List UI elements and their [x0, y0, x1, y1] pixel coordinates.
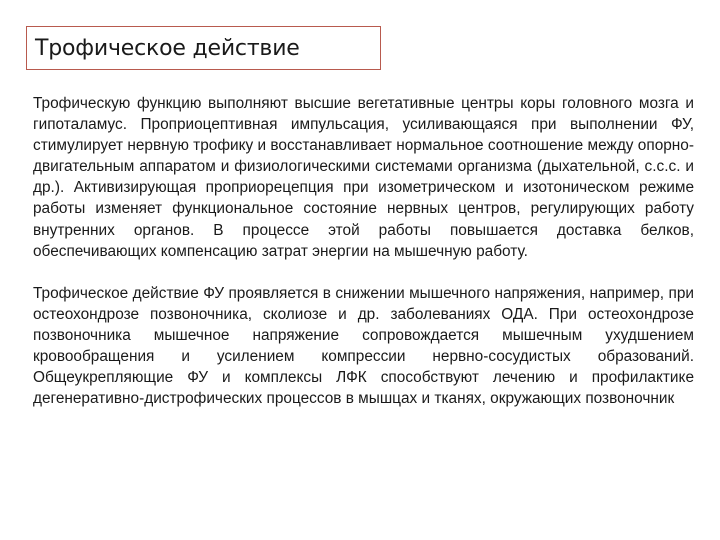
paragraph-2: Трофическое действие ФУ проявляется в снижении мышечного напряжения, например, при остеохондрозе позвоночника, сколиозе и др. заболеваниях ОДА. При остеохондрозе позвоночника мышечное напряжение сопровождается мышечным ухудшением кровообращения и усилением компрессии нервно-сосудистых образований. Общеукрепляющие ФУ и комплексы ЛФК способствуют лечению и профилактике дегенеративно-дистрофических процессов в мышцах и тканях, окружающих позвоночник [33, 284, 694, 408]
slide-title: Трофическое действие [35, 35, 300, 61]
slide-body [33, 93, 694, 409]
paragraph-1: Трофическую функцию выполняют высшие вегетативные центры коры головного мозга и гипоталамус. Проприоцептивная импульсация, усиливающаяся при выполнении ФУ, стимулирует нервную трофику и восстанавливает нормальное соотношение между опорно-двигательным аппаратом и физиологическими системами организма (дыхательной, с.с.с. и др.). Активизирующая проприорецепция при изометрическом и изотоническом режиме работы изменяет функциональное состояние нервных центров, регулирующих работу внутренних органов. В процессе этой работы повышается доставка белков, обеспечивающих компенсацию затрат энергии на мышечную работу. [33, 95, 694, 260]
title-box [26, 26, 381, 70]
